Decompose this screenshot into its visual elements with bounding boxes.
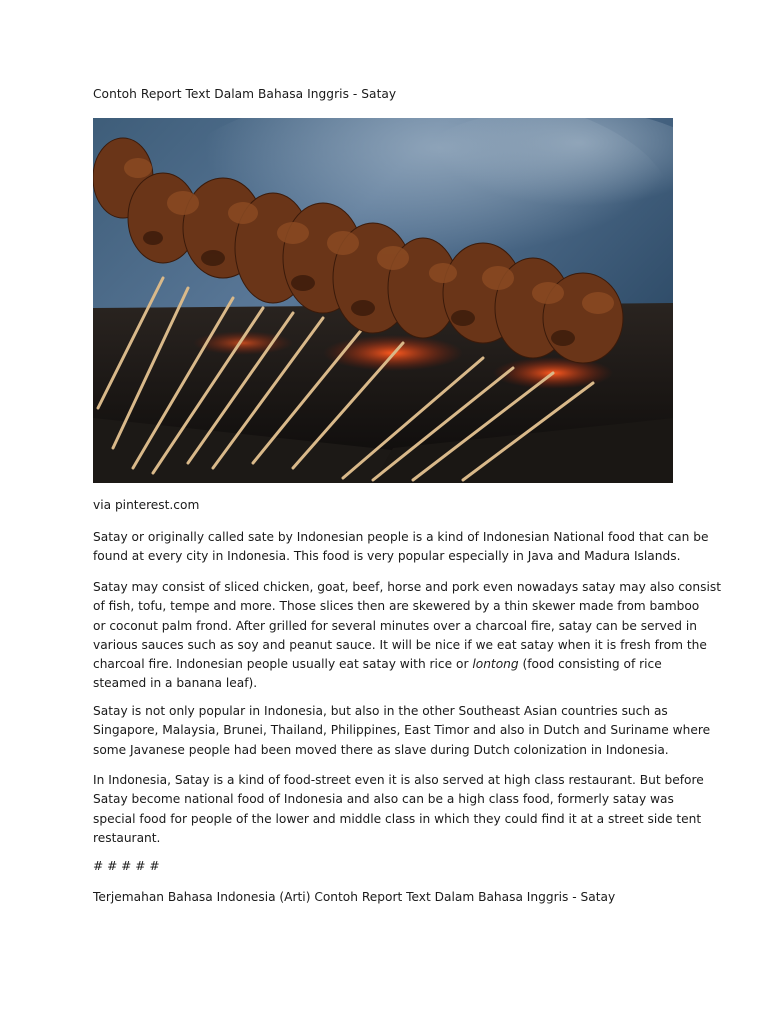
paragraph-2 bbox=[93, 578, 721, 694]
italic-term: lontong bbox=[472, 657, 519, 672]
document-title: Contoh Report Text Dalam Bahasa Inggris - Satay bbox=[93, 87, 397, 101]
text-line: In Indonesia, Satay is a kind of food-street even it is also served at high class restaurant. But before bbox=[93, 773, 704, 787]
text-segment: charcoal fire. Indonesian people usually eat satay with rice or bbox=[93, 657, 473, 672]
text-line: Singapore, Malaysia, Brunei, Thailand, Philippines, East Timor and also in Dutch and Suriname where bbox=[93, 723, 711, 738]
section-separator: # # # # # bbox=[93, 859, 160, 873]
text-line: steamed in a banana leaf). bbox=[93, 676, 258, 691]
text-line: special food for people of the lower and middle class in which they could find it at a street side tent bbox=[93, 811, 702, 826]
image-caption: via pinterest.com bbox=[93, 498, 200, 512]
paragraph-4 bbox=[93, 771, 704, 848]
paragraph-3 bbox=[93, 702, 711, 760]
text-line: Satay or originally called sate by Indonesian people is a kind of Indonesian National food that can be bbox=[93, 530, 709, 544]
text-line: various sauces such as soy and peanut sauce. It will be nice if we eat satay when it is fresh from the bbox=[93, 637, 707, 652]
text-line: Satay is not only popular in Indonesia, but also in the other Southeast Asian countries such as bbox=[93, 704, 668, 718]
text-line: restaurant. bbox=[93, 830, 161, 845]
text-line: or coconut palm frond. After grilled for several minutes over a charcoal fire, satay can be served in bbox=[93, 618, 697, 633]
text-line: of fish, tofu, tempe and more. Those slices then are skewered by a thin skewer made from bamboo bbox=[93, 599, 700, 614]
satay-photo bbox=[93, 118, 673, 483]
paragraph-1 bbox=[93, 528, 709, 567]
text-segment: (food consisting of rice bbox=[518, 657, 662, 672]
translation-heading: Terjemahan Bahasa Indonesia (Arti) Contoh Report Text Dalam Bahasa Inggris - Satay bbox=[93, 890, 616, 904]
text-line: Satay become national food of Indonesia and also can be a high class food, formerly satay was bbox=[93, 792, 674, 807]
text-line: Satay may consist of sliced chicken, goat, beef, horse and pork even nowadays satay may also consist bbox=[93, 580, 721, 594]
text-line-with-italic bbox=[93, 655, 683, 674]
text-line: found at every city in Indonesia. This food is very popular especially in Java and Madura Islands. bbox=[93, 549, 681, 564]
text-line: some Javanese people had been moved there as slave during Dutch colonization in Indonesia. bbox=[93, 742, 669, 757]
